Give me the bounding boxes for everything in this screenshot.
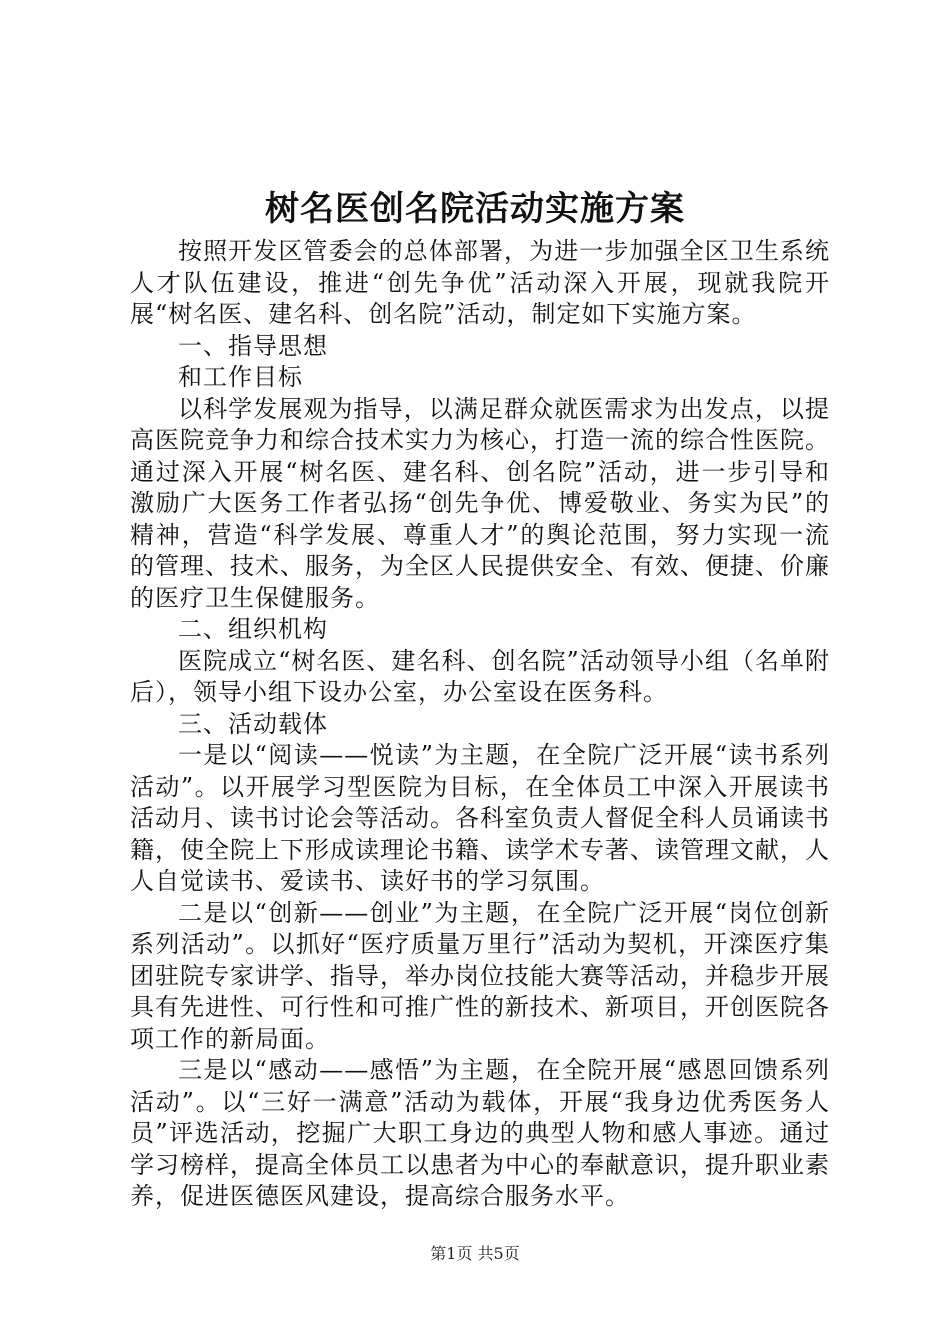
- activity-innovation-paragraph: 二是以“创新——创业”为主题，在全院广泛开展“岗位创新系列活动”。以抓好“医疗质量万里行”活动为契机，开滦医疗集团驻院专家讲学、指导，举办岗位技能大赛等活动，并稳步开展具有先进性、可行性和可推广性的新技术、新项目，开创医院各项工作的新局面。: [130, 898, 830, 1053]
- page-number: 第1页 共5页: [430, 1244, 520, 1263]
- document-title: 树名医创名院活动实施方案: [265, 189, 685, 229]
- document-body: [130, 236, 830, 1213]
- section-heading-guiding-ideology: 一、指导思想: [178, 331, 328, 360]
- section-heading-work-goals: 和工作目标: [178, 363, 303, 391]
- guiding-ideology-paragraph: 以科学发展观为指导，以满足群众就医需求为出发点，以提高医院竞争力和综合技术实力为核心，打造一流的综合性医院。通过深入开展“树名医、建名科、创名院”活动，进一步引导和激励广大医务工作者弘扬“创先争优、博爱敬业、务实为民”的精神，营造“科学发展、尊重人才”的舆论范围，努力实现一流的管理、技术、服务，为全区人民提供安全、有效、便捷、价廉的医疗卫生保健服务。: [130, 394, 830, 612]
- activity-reading-paragraph: 一是以“阅读——悦读”为主题，在全院广泛开展“读书系列活动”。以开展学习型医院为目标，在全体员工中深入开展读书活动月、读书讨论会等活动。各科室负责人督促全科人员诵读书籍，使全院上下形成读理论书籍、读学术专著、读管理文献，人人自觉读书、爱读书、读好书的学习氛围。: [130, 741, 830, 895]
- section-heading-activity-carriers: 三、活动载体: [178, 709, 328, 738]
- activity-gratitude-paragraph: 三是以“感动——感悟”为主题，在全院开展“感恩回馈系列活动”。以“三好一满意”活动为载体，开展“我身边优秀医务人员”评选活动，挖掘广大职工身边的典型人物和感人事迹。通过学习榜样，提高全体员工以患者为中心的奉献意识，提升职业素养，促进医德医风建设，提高综合服务水平。: [130, 1056, 830, 1210]
- intro-paragraph: 按照开发区管委会的总体部署，为进一步加强全区卫生系统人才队伍建设，推进“创先争优”活动深入开展，现就我院开展“树名医、建名科、创名院”活动，制定如下实施方案。: [130, 237, 830, 328]
- section-heading-organization: 二、组织机构: [178, 615, 328, 643]
- organization-paragraph: 医院成立“树名医、建名科、创名院”活动领导小组（名单附后），领导小组下设办公室，办公室设在医务科。: [130, 646, 830, 706]
